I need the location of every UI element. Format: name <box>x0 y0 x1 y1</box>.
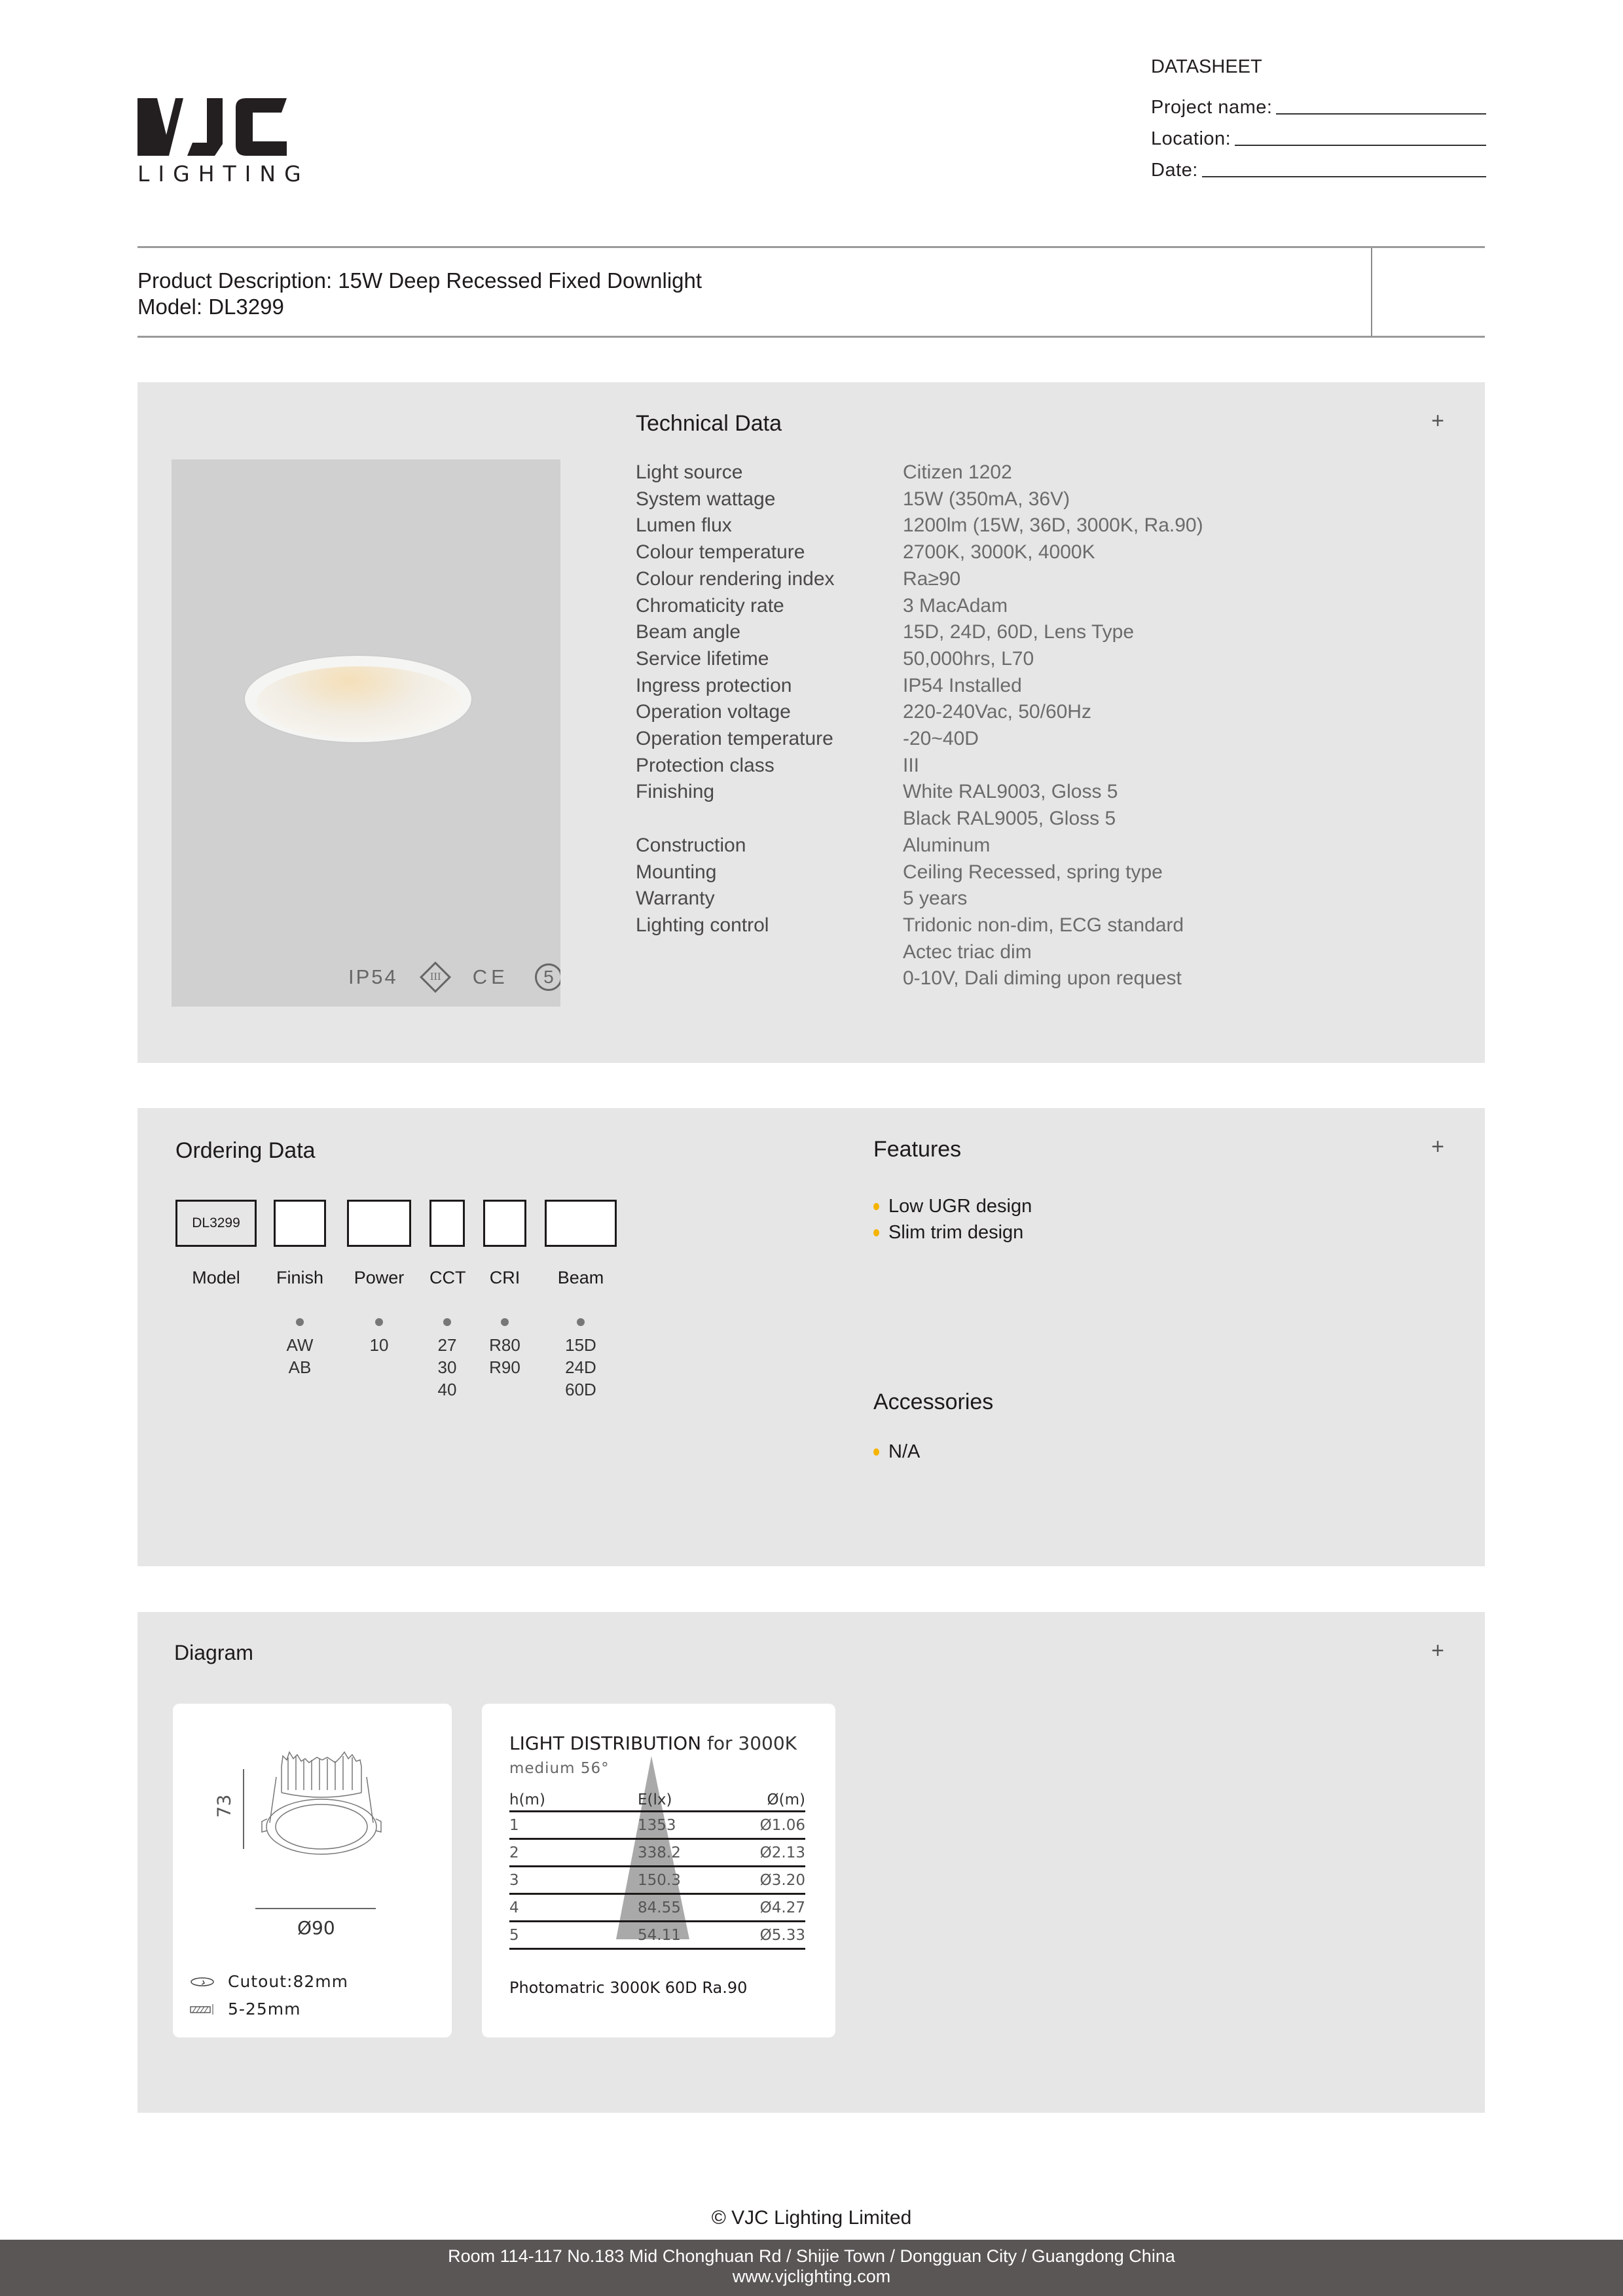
location-input-line[interactable] <box>1235 145 1486 146</box>
expand-icon[interactable]: + <box>1431 1638 1444 1663</box>
class-iii-icon: III <box>420 961 451 993</box>
light-distribution-card <box>482 1704 835 2037</box>
technical-data-section <box>137 382 1485 1063</box>
ordering-label: CCT <box>429 1268 466 1287</box>
spec-row: Chromaticity rate 3 MacAdam <box>636 594 1008 617</box>
diagram-title: Diagram <box>174 1641 253 1664</box>
expand-icon[interactable]: + <box>1431 1134 1444 1159</box>
five-year-warranty-icon: 5 <box>535 963 560 991</box>
product-model: Model: DL3299 <box>137 295 284 319</box>
spec-row: Lumen flux 1200lm (15W, 36D, 3000K, Ra.90) <box>636 514 1203 537</box>
option: 30 <box>437 1357 457 1377</box>
spec-row: Colour temperature 2700K, 3000K, 4000K <box>636 541 1095 564</box>
ordering-col-model <box>175 1200 257 1288</box>
spec-row: Beam angle 15D, 24D, 60D, Lens Type <box>636 621 1134 643</box>
option: R90 <box>489 1357 520 1377</box>
date-input-line[interactable] <box>1202 176 1486 177</box>
spec-row: Actec triac dim <box>903 941 1032 963</box>
company-website-link[interactable]: www.vjclighting.com <box>732 2267 891 2286</box>
cutout-icon <box>190 1977 215 1987</box>
ordering-col-cri <box>483 1200 526 1378</box>
product-description-block <box>137 268 702 320</box>
light-distribution-title: LIGHT DISTRIBUTION for 3000K <box>509 1732 797 1754</box>
spec-row: Protection class III <box>636 754 920 776</box>
datasheet-form <box>1151 56 1486 181</box>
date-field[interactable] <box>1151 150 1486 181</box>
option: 10 <box>369 1335 389 1355</box>
feature-item: Low UGR design <box>873 1193 1032 1219</box>
spec-row: 0-10V, Dali diming upon request <box>903 967 1182 990</box>
bullet-dot <box>443 1318 451 1326</box>
table-row: 3 150.3 Ø3.20 <box>509 1867 805 1895</box>
ordering-col-power <box>347 1200 411 1356</box>
ip54-icon: IP54 <box>348 965 398 988</box>
company-logo <box>137 98 310 187</box>
photometric-note: Photomatric 3000K 60D Ra.90 <box>509 1979 748 1997</box>
power-code-box[interactable] <box>347 1200 411 1247</box>
project-name-input-line[interactable] <box>1276 113 1486 115</box>
diameter-dimension: Ø90 <box>297 1917 335 1939</box>
spec-row: Colour rendering index Ra≥90 <box>636 567 961 590</box>
date-label: Date: <box>1151 160 1198 181</box>
ordering-section <box>137 1108 1485 1566</box>
ordering-col-cct <box>429 1200 465 1401</box>
logo-subtitle: LIGHTING <box>137 161 310 187</box>
dimension-card <box>173 1704 452 2037</box>
ordering-label: Power <box>354 1268 405 1287</box>
spec-row: Lighting control Tridonic non-dim, ECG standard <box>636 914 1184 936</box>
model-code-box: DL3299 <box>175 1200 257 1247</box>
cct-code-box[interactable] <box>429 1200 465 1247</box>
beam-code-box[interactable] <box>545 1200 617 1247</box>
option: 27 <box>437 1335 457 1355</box>
spec-row: Ingress protection IP54 Installed <box>636 674 1022 696</box>
table-row: 5 54.11 Ø5.33 <box>509 1922 805 1950</box>
option: 40 <box>437 1380 457 1399</box>
spec-row: Operation voltage 220-240Vac, 50/60Hz <box>636 701 1091 723</box>
ce-mark-icon: CE <box>472 965 509 988</box>
downlight-reflector <box>257 666 462 738</box>
accessories-title: Accessories <box>873 1390 994 1414</box>
spec-row: Warranty 5 years <box>636 888 968 910</box>
features-list <box>873 1193 1032 1246</box>
spec-row: Operation temperature -20~40D <box>636 728 979 750</box>
option: AB <box>288 1357 312 1377</box>
table-row: 2 338.2 Ø2.13 <box>509 1840 805 1867</box>
ordering-col-beam <box>545 1200 617 1401</box>
downlight-line-drawing <box>257 1749 388 1880</box>
bullet-dot <box>577 1318 585 1326</box>
footer-bar <box>0 2240 1623 2296</box>
ceiling-thickness-icon <box>190 2004 215 2015</box>
option: 15D <box>565 1335 596 1355</box>
spec-row: Construction Aluminum <box>636 834 991 856</box>
location-field[interactable] <box>1151 118 1486 150</box>
option: R80 <box>489 1335 520 1355</box>
bullet-dot <box>375 1318 383 1326</box>
feature-item: Slim trim design <box>873 1219 1032 1246</box>
ordering-col-finish <box>274 1200 326 1378</box>
table-row: 4 84.55 Ø4.27 <box>509 1895 805 1922</box>
ordering-label: CRI <box>489 1268 520 1287</box>
option: AW <box>286 1335 314 1355</box>
option: 24D <box>565 1357 596 1377</box>
company-address: Room 114-117 No.183 Mid Chonghuan Rd / Shijie Town / Dongguan City / Guangdong China <box>448 2246 1175 2266</box>
bullet-dot <box>296 1318 304 1326</box>
spec-row: Black RAL9005, Gloss 5 <box>903 808 1116 830</box>
ordering-data-title: Ordering Data <box>175 1138 316 1163</box>
spec-row: Finishing White RAL9003, Gloss 5 <box>636 781 1118 803</box>
ordering-label: Beam <box>557 1268 604 1287</box>
option: 60D <box>565 1380 596 1399</box>
ceiling-thickness-note: 5-25mm <box>190 2000 301 2018</box>
spec-row: Light source Citizen 1202 <box>636 461 1012 483</box>
bullet-dot <box>501 1318 509 1326</box>
technical-data-title: Technical Data <box>636 411 782 436</box>
table-row: 1 1353 Ø1.06 <box>509 1812 805 1840</box>
copyright: © VJC Lighting Limited <box>711 2207 912 2229</box>
project-name-label: Project name: <box>1151 97 1273 118</box>
accessories-list <box>873 1439 920 1465</box>
features-title: Features <box>873 1137 962 1162</box>
diagram-section <box>137 1612 1485 2113</box>
product-header <box>137 246 1485 338</box>
location-label: Location: <box>1151 128 1231 149</box>
product-photo <box>172 459 560 1007</box>
datasheet-title: DATASHEET <box>1151 56 1262 77</box>
project-name-field[interactable] <box>1151 87 1486 118</box>
finish-code-box[interactable] <box>274 1200 326 1247</box>
beam-subtitle: medium 56° <box>509 1760 610 1777</box>
accessory-item: N/A <box>873 1439 920 1465</box>
spec-row: Mounting Ceiling Recessed, spring type <box>636 861 1163 883</box>
expand-icon[interactable]: + <box>1431 408 1444 433</box>
height-dimension: 73 <box>213 1794 235 1818</box>
cri-code-box[interactable] <box>483 1200 526 1247</box>
diameter-dimension-line <box>255 1908 376 1909</box>
light-distribution-table <box>509 1789 805 1950</box>
certification-icons <box>348 963 560 991</box>
ordering-label: Model <box>192 1268 240 1287</box>
spec-row: Service lifetime 50,000hrs, L70 <box>636 647 1034 670</box>
cutout-note: Cutout:82mm <box>190 1972 348 1991</box>
spec-row: System wattage 15W (350mA, 36V) <box>636 488 1070 510</box>
spec-table <box>636 459 1421 992</box>
header-divider <box>1371 248 1372 336</box>
height-dimension-line <box>243 1769 244 1849</box>
ordering-label: Finish <box>276 1268 324 1287</box>
table-header: h(m) E(lx) Ø(m) <box>509 1789 805 1812</box>
product-description: Product Description: 15W Deep Recessed Fixed Downlight <box>137 268 702 293</box>
vjc-logo-mark <box>137 98 287 156</box>
